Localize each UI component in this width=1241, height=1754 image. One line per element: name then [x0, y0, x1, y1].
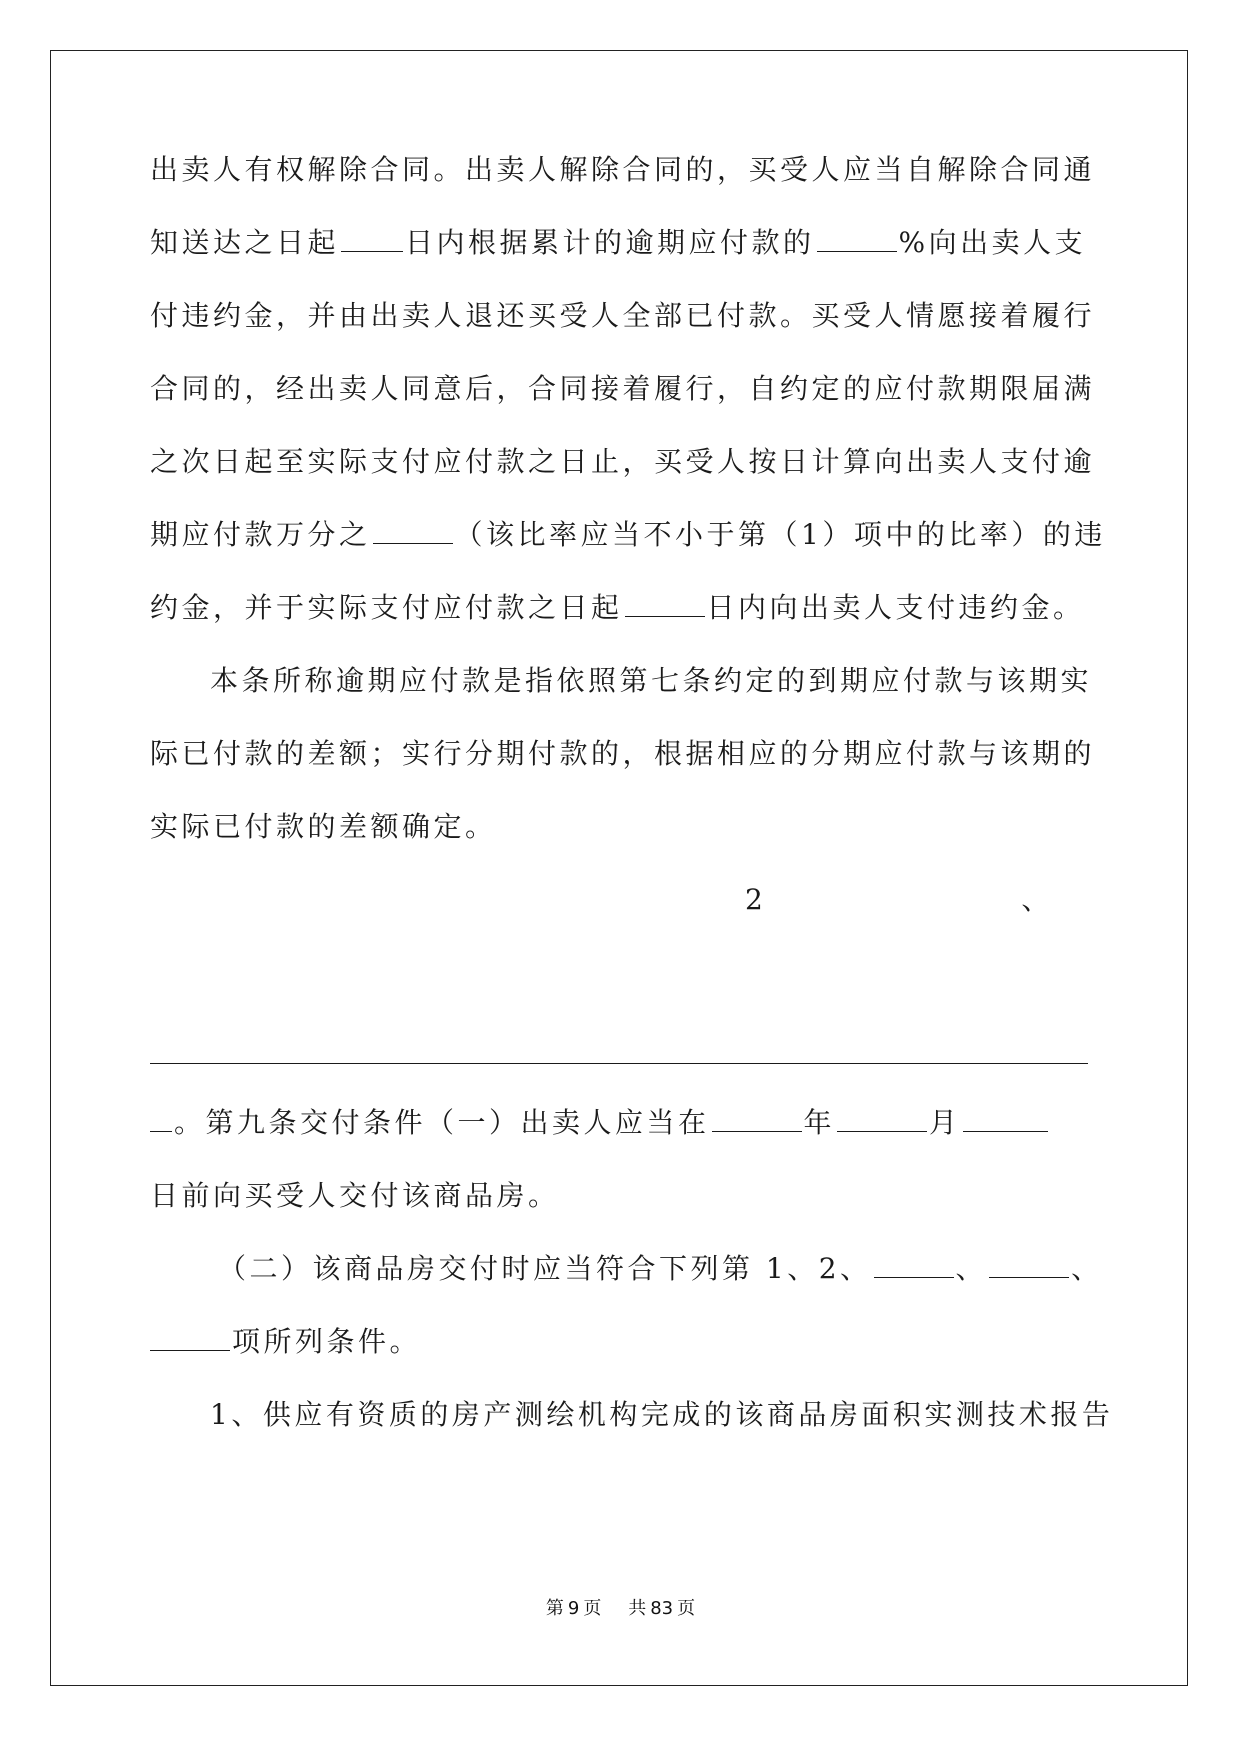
item-number: 2: [745, 883, 767, 916]
text-line-5: 之次日起至实际支付应付款之日止，买受人按日计算向出卖人支付逾: [150, 445, 1096, 478]
fill-blank-year: [712, 1103, 802, 1132]
line-2-part-2: 日内根据累计的逾期应付款的: [405, 226, 815, 259]
full-width-blank-line: [150, 1063, 1088, 1064]
text-line-12: [150, 1103, 1090, 1143]
footer-total-prefix: 共: [628, 1598, 647, 1619]
line-7-part-1: 约金，并于实际支付应付款之日起: [150, 591, 623, 624]
footer-total-suffix: 页: [677, 1598, 696, 1619]
line-15-part-1: 项所列条件。: [232, 1325, 422, 1358]
line-14-part-2: 、: [955, 1252, 988, 1285]
text-line-4: 合同的，经出卖人同意后，合同接着履行，自约定的应付款期限届满: [150, 372, 1096, 405]
text-line-2: [150, 223, 1090, 263]
fill-blank-pay-days: [625, 588, 705, 617]
enum-mark: 、: [1021, 883, 1053, 916]
fill-blank-item-1: [874, 1249, 954, 1278]
line-12-part-3: 月: [929, 1106, 961, 1139]
text-line-6: [150, 515, 1106, 555]
text-line-16: 1、供应有资质的房产测绘机构完成的该商品房面积实测技术报告: [210, 1398, 1114, 1431]
line-14-part-1: （二）该商品房交付时应当符合下列第 1、2、: [218, 1252, 872, 1285]
text-line-9: 际已付款的差额；实行分期付款的，根据相应的分期应付款与该期的: [150, 737, 1096, 770]
fill-blank-day: [963, 1103, 1048, 1132]
fill-blank-month: [837, 1103, 927, 1132]
text-line-1: 出卖人有权解除合同。出卖人解除合同的，买受人应当自解除合同通: [150, 153, 1096, 186]
line-7-part-2: 日内向出卖人支付违约金。: [706, 591, 1085, 624]
fill-blank-rate: [373, 515, 453, 544]
text-line-3: 付违约金，并由出卖人退还买受人全部已付款。买受人情愿接着履行: [150, 299, 1096, 332]
line-2-part-1: 知送达之日起: [150, 226, 340, 259]
text-line-14: [218, 1249, 1158, 1289]
fill-blank-item-3: [150, 1322, 230, 1351]
line-6-part-1: 期应付款万分之: [150, 518, 371, 551]
text-line-13: 日前向买受人交付该商品房。: [150, 1179, 560, 1212]
text-line-15: [150, 1322, 1090, 1362]
current-page-number: 9: [567, 1598, 580, 1619]
fill-blank-lead: [150, 1103, 172, 1132]
line-14-part-3: 、: [1071, 1252, 1103, 1285]
fill-blank-percent: [817, 223, 897, 252]
text-line-11: [745, 880, 1105, 920]
line-12-part-2: 年: [803, 1106, 836, 1139]
line-2-part-3: %向出卖人支: [898, 226, 1087, 259]
total-page-count: 83: [650, 1598, 674, 1619]
fill-blank-days: [341, 223, 403, 252]
line-6-part-2: （该比率应当不小于第（1）项中的比率）的违: [454, 518, 1106, 551]
text-line-7: [150, 588, 1090, 628]
page-footer: [0, 1597, 1241, 1621]
footer-page-suffix: 页: [583, 1598, 602, 1619]
text-line-10: 实际已付款的差额确定。: [150, 810, 497, 843]
footer-prefix: 第: [545, 1598, 564, 1619]
text-line-8: 本条所称逾期应付款是指依照第七条约定的到期应付款与该期实: [210, 664, 1093, 697]
line-12-part-1: 。第九条交付条件（一）出卖人应当在: [174, 1106, 710, 1139]
fill-blank-item-2: [989, 1249, 1069, 1278]
